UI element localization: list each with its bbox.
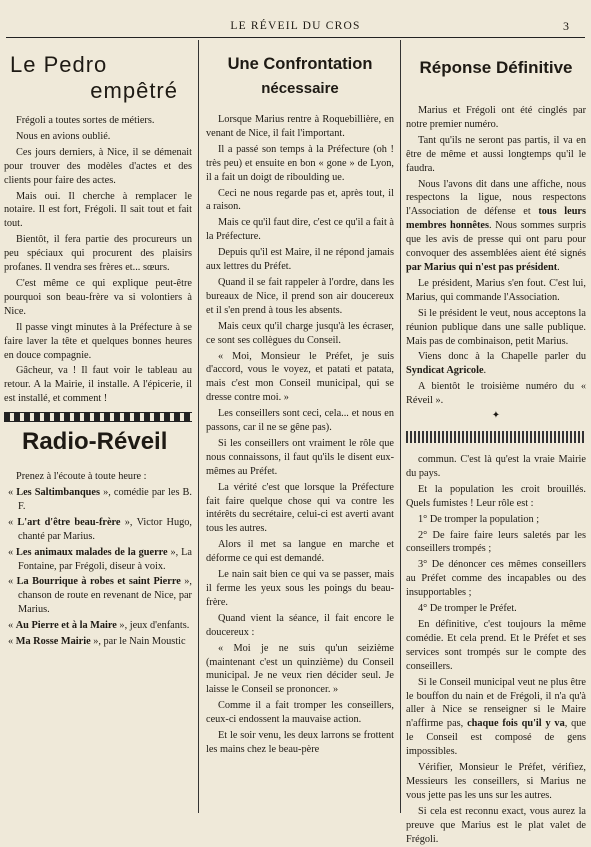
paragraph: Alors il met sa langue en marche et déforme ce qui est demandé. (206, 539, 394, 565)
paragraph: Marius et Frégoli ont été cinglés par notre premier numéro. (406, 105, 586, 130)
article-body (206, 113, 394, 757)
paragraph: C'est même ce qui explique peut-être pourquoi son beau-frère va si volontiers à Nice. (4, 277, 192, 317)
article-body-continued (406, 453, 586, 846)
paragraph: Ceci ne nous regarde pas et, après tout, il a raison. (206, 187, 394, 213)
paragraph: Mais ceux qu'il charge jusqu'à les écraser, ce sont ses collègues du Conseil. (206, 320, 394, 346)
paragraph: Si cela est reconnu exact, vous aurez la preuve que Marius est le plat valet de Frégoli. (406, 805, 586, 845)
article-title: Une Confrontation (227, 55, 373, 73)
paragraph: La vérité c'est que lorsque la Préfecture fait faire quelque chose qui va contre les intérêts du secrétaire, celui-ci est averti avant tous les autres. (206, 481, 394, 535)
paragraph: Si les conseillers ont vraiment le rôle que nous connaissons, il faut qu'ils le disent eux-mêmes au Préfet. (206, 437, 394, 477)
article-body (406, 104, 586, 408)
section-title: Radio-Réveil (22, 428, 168, 456)
column-left (4, 40, 192, 813)
paragraph: En définitive, c'est toujours la même comédie. Et cela prend. Et le Préfet et ses services sont trompés sur le compte des conseillers. (406, 619, 586, 672)
paragraph: 3° De dénoncer ces mêmes conseillers au Préfet comme des incapables ou des insupportables ; (406, 559, 586, 599)
article-title: Réponse Définitive (419, 58, 573, 77)
paragraph: Frégoli a toutes sortes de métiers. (16, 115, 155, 126)
radio-item: « Les Saltimbanques », comédie par les B. F. (8, 487, 192, 512)
radio-item: « Ma Rosse Mairie », par le Nain Moustic (8, 636, 186, 648)
column-middle (206, 40, 394, 813)
radio-list (4, 486, 192, 649)
star-ornament: ✦ (491, 410, 501, 422)
paragraph: Viens donc à la Chapelle parler du Syndicat Agricole. (406, 351, 586, 377)
paragraph: Si le Conseil municipal veut ne plus être le bouffon du nain et de Frégoli, il n'a qu'à aller à Nice se renseigner si le Maire n'affirme pas, chaque fois qu'il y va, que le Conseil est composé de gens impossibles. (406, 676, 586, 758)
paragraph: Nous l'avons dit dans une affiche, nous respectons la ligue, nous respectons l'Association de défense et tous leurs membres honnêtes. Nous sommes surpris que les avis de presse qui ont paru pour convoquer des assemblées aient été signés par Marius qui n'est pas président. (406, 178, 586, 273)
newspaper-title: LE RÉVEIL DU CROS (230, 20, 361, 32)
paragraph: Le nain sait bien ce qui va se passer, mais il ferme les yeux sous les poings du beau-frère. (206, 569, 394, 608)
paragraph: « Moi, Monsieur le Préfet, je suis d'accord, vous le voyez, et patati et patata, mais c'est mon Conseil municipal, qui se dresse contre moi. » (206, 350, 394, 404)
paragraph: Les conseillers sont ceci, cela... et nous en passons, car il ne se gêne pas). (206, 408, 394, 434)
paragraph: Gâcheur, va ! Il faut voir le tableau au retour. A la Mairie, il installe. A l'épicerie, il est installé, et comment ! (4, 365, 192, 405)
paragraph: 4° De tromper le Préfet. (418, 603, 517, 615)
column-divider (198, 40, 199, 813)
page-number: 3 (563, 19, 569, 33)
column-divider (400, 40, 401, 813)
paragraph: Vérifier, Monsieur le Préfet, vérifiez, Messieurs les conseillers, si Marius ne vous jette pas les uns sur les autres. (406, 762, 586, 801)
header-rule (6, 37, 585, 38)
paragraph: Si le président le veut, nous acceptons la réunion publique dans une salle publique. Mais pas de combinaison, petit Marius. (406, 307, 586, 347)
radio-item: « La Bourrique à robes et saint Pierre », chanson de route en revenant de Nice, par Marius. (8, 576, 192, 616)
page-header (0, 0, 591, 38)
paragraph: A bientôt le troisième numéro du « Réveil ». (406, 381, 586, 407)
paragraph: Il passe vingt minutes à la Préfecture à se faire laver la tête et quelques bonnes heures en douce compagnie. (4, 321, 192, 361)
paragraph: 1° De tromper la population ; (418, 513, 540, 525)
paragraph: Mais oui. Il cherche à remplacer le notaire. Il est fort, Frégoli. Il sait tout et fait tout. (4, 190, 192, 230)
article-title: Le Pedro (10, 52, 108, 77)
radio-item: « L'art d'être beau-frère », Victor Hugo, chanté par Marius. (8, 516, 192, 542)
paragraph: Mais ce qu'il faut dire, c'est ce qu'il a fait à la Préfecture. (206, 217, 394, 243)
radio-item: « Les animaux malades de la guerre », La Fontaine, par Frégoli, diseur à voix. (8, 546, 192, 572)
paragraph: Comme il a fait tromper les conseillers, ceux-ci endossent la mauvaise action. (206, 700, 394, 726)
article-body (4, 114, 192, 406)
article-title-line2: empêtré (90, 78, 178, 103)
paragraph: Ces jours derniers, à Nice, il se démenait pour trouver des modèles d'actes et des clients pour faire des actes. (4, 146, 192, 186)
paragraph: Lorsque Marius rentre à Roquebillière, en venant de Nice, il fait l'important. (206, 114, 394, 139)
paragraph: commun. C'est là qu'est la vraie Mairie du pays. (406, 454, 586, 479)
ornament-divider (4, 412, 192, 422)
paragraph: Bientôt, il fera partie des procureurs un peu spéciaux qui procurent des plaisirs profanes. Il vendra ses frères et... sœurs. (4, 234, 192, 274)
paragraph: 2° De faire faire leurs saletés par les conseillers trompés ; (406, 529, 586, 555)
paragraph: Tant qu'ils ne seront pas partis, il va en être de même et aussi longtemps qu'il le faudra. (406, 134, 586, 174)
paragraph: Quand vient la séance, il fait encore le doucereux : (206, 612, 394, 638)
column-right (406, 40, 586, 845)
radio-intro: Prenez à l'écoute à toute heure : (16, 471, 147, 483)
paragraph: « Moi je ne suis qu'un seizième (maintenant c'est un quinzième) du Conseil municipal. Je ne veux rien décider seul. Je laisse le Conseil se prononcer. » (206, 642, 394, 696)
paragraph: Le président, Marius s'en fout. C'est lui, Marius, qui commande l'Association. (406, 277, 586, 303)
paragraph: Et la population les croit brouillés. Quels fumistes ! Leur rôle est : (406, 483, 586, 509)
paragraph: Nous en avions oublié. (16, 130, 111, 142)
article-title-line2: nécessaire (261, 80, 339, 97)
paragraph: Il a passé son temps à la Préfecture (oh ! très peu) et ensuite en bon « gone » de Lyon, il a fait un doigt de riboulding ue. (206, 143, 394, 183)
paragraph: Quand il se fait rappeler à l'ordre, dans les bureaux de Nice, il prend son air doucereux et il s'en prend à tous les absents. (206, 276, 394, 316)
ornament-divider (406, 431, 586, 443)
paragraph: Depuis qu'il est Maire, il ne répond jamais aux lettres du Préfet. (206, 247, 394, 273)
radio-item: « Au Pierre et à la Maire », jeux d'enfants. (8, 620, 190, 632)
paragraph: Et le soir venu, les deux larrons se frottent les mains chez le beau-père (206, 730, 394, 755)
